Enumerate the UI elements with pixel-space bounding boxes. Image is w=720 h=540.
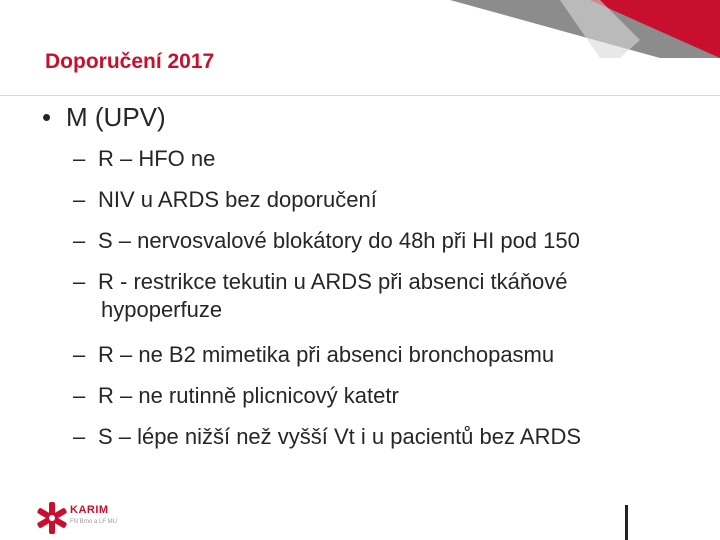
- list-item: [73, 268, 568, 322]
- dash-icon: –: [73, 269, 86, 294]
- footer-divider: [625, 505, 628, 540]
- main-bullet: [42, 102, 166, 133]
- bullet-dot-icon: •: [42, 102, 52, 132]
- list-item-text: R - restrikce tekutin u ARDS při absenci tkáňové: [98, 269, 568, 294]
- list-item: [73, 382, 399, 410]
- title-divider: [0, 95, 720, 96]
- list-item-continuation: hypoperfuze: [101, 297, 223, 322]
- list-item: [73, 186, 377, 214]
- dash-icon: –: [73, 383, 86, 408]
- logo-name: KARIM: [70, 504, 109, 516]
- dash-icon: –: [73, 228, 86, 253]
- list-item: [73, 145, 215, 173]
- dash-icon: –: [73, 187, 86, 212]
- dash-icon: –: [73, 342, 86, 367]
- list-item: [73, 227, 580, 255]
- dash-icon: –: [73, 146, 86, 171]
- slide-title: Doporučení 2017: [45, 50, 215, 73]
- list-item-text: R – HFO ne: [98, 146, 216, 171]
- list-item-text: R – ne B2 mimetika při absenci bronchopasmu: [98, 342, 555, 367]
- list-item: [73, 423, 581, 451]
- main-bullet-text: M (UPV): [66, 102, 166, 132]
- list-item-text: R – ne rutinně plicnicový katetr: [98, 383, 399, 408]
- list-item-text: S – nervosvalové blokátory do 48h při HI pod 150: [98, 228, 580, 253]
- list-item: [73, 341, 554, 369]
- list-item-text: NIV u ARDS bez doporučení: [98, 187, 377, 212]
- list-item-text: S – lépe nižší než vyšší Vt i u pacientů bez ARDS: [98, 424, 582, 449]
- logo-subtitle: FN Brno a LF MU: [70, 519, 118, 525]
- dash-icon: –: [73, 424, 86, 449]
